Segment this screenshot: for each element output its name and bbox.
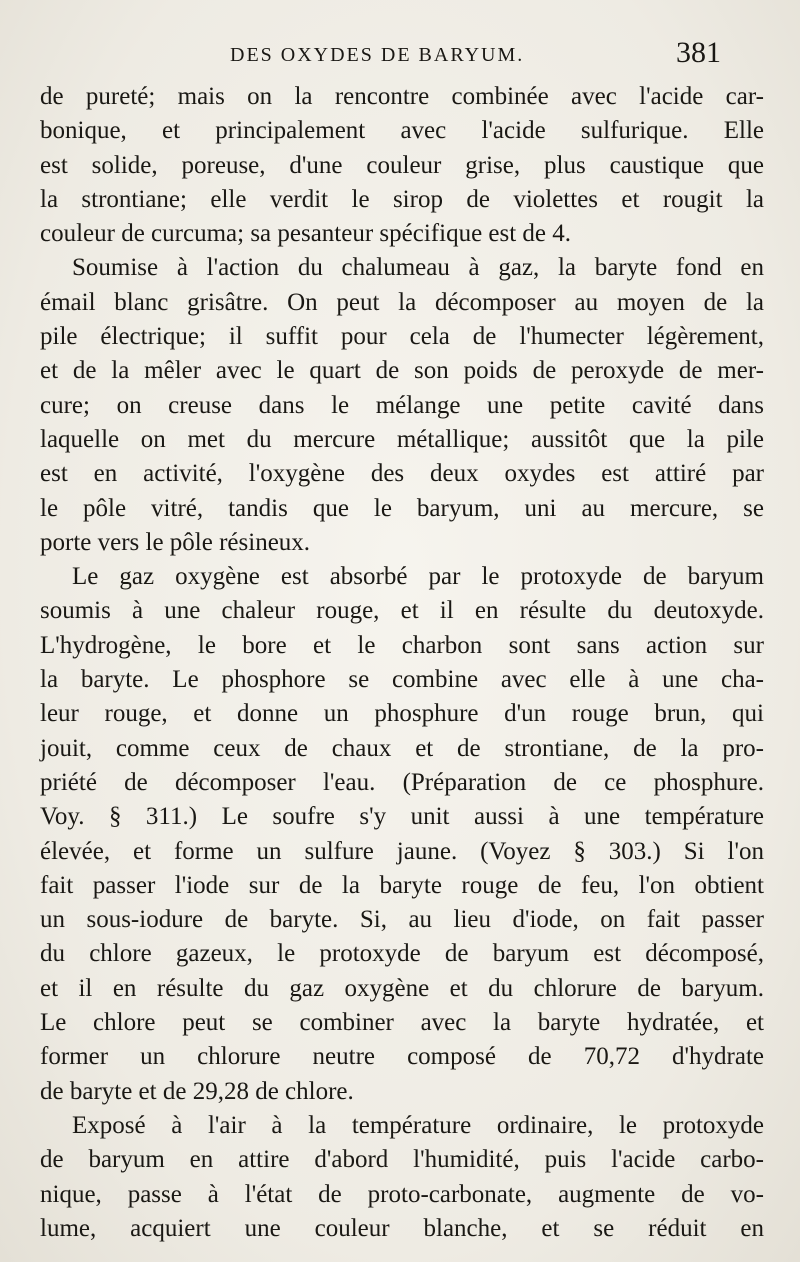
paragraph [40, 560, 764, 1109]
text-line: émail blanc grisâtre. On peut la décomposer au moyen de la [40, 288, 764, 316]
page-number: 381 [676, 36, 721, 69]
text-line: le pôle vitré, tandis que le baryum, uni au mercure, se [40, 494, 764, 522]
text-line: du chlore gazeux, le protoxyde de baryum est décomposé, [40, 940, 764, 968]
text-line: lume, acquiert une couleur blanche, et se réduit en [40, 1214, 764, 1242]
text-line: de baryum en attire d'abord l'humidité, puis l'acide carbo- [40, 1146, 764, 1174]
text-line: former un chlorure neutre composé de 70,72 d'hydrate [40, 1043, 764, 1071]
text-line: bonique, et principalement avec l'acide sulfurique. Elle [40, 117, 764, 145]
paragraph [40, 251, 764, 560]
text-line: soumis à une chaleur rouge, et il en résulte du deutoxyde. [40, 597, 764, 625]
text-line: porte vers le pôle résineux. [40, 528, 311, 556]
running-head: DES OXYDES DE BARYUM. [230, 44, 525, 66]
text-line: élevée, et forme un sulfure jaune. (Voyez § 303.) Si l'on [40, 837, 764, 865]
text-line: est solide, poreuse, d'une couleur grise, plus caustique que [40, 151, 764, 179]
text-line: Exposé à l'air à la température ordinaire, le protoxyde [72, 1111, 764, 1139]
text-line: un sous-iodure de baryte. Si, au lieu d'iode, on fait passer [40, 906, 764, 934]
text-line: Le gaz oxygène est absorbé par le protoxyde de baryum [72, 563, 764, 591]
text-line: pile électrique; il suffit pour cela de l'humecter légèrement, [40, 323, 764, 351]
text-line: nique, passe à l'état de proto-carbonate, augmente de vo- [40, 1180, 764, 1208]
body-text [40, 80, 764, 1246]
text-line: Soumise à l'action du chalumeau à gaz, la baryte fond en [72, 254, 764, 282]
paragraph [40, 1109, 764, 1246]
paragraph [40, 80, 764, 251]
text-line: priété de décomposer l'eau. (Préparation de ce phosphure. [40, 768, 764, 796]
text-line: la strontiane; elle verdit le sirop de violettes et rougit la [40, 185, 764, 213]
text-line: de baryte et de 29,28 de chlore. [40, 1077, 354, 1105]
text-line: la baryte. Le phosphore se combine avec elle à une cha- [40, 666, 764, 694]
text-line: leur rouge, et donne un phosphure d'un rouge brun, qui [40, 700, 764, 728]
text-line: jouit, comme ceux de chaux et de strontiane, de la pro- [40, 734, 764, 762]
page-header [0, 36, 800, 76]
text-line: et de la mêler avec le quart de son poids de peroxyde de mer- [40, 357, 764, 385]
text-line: Voy. § 311.) Le soufre s'y unit aussi à une température [40, 803, 764, 831]
text-line: fait passer l'iode sur de la baryte rouge de feu, l'on obtient [40, 871, 764, 899]
text-line: et il en résulte du gaz oxygène et du chlorure de baryum. [40, 974, 764, 1002]
text-line: cure; on creuse dans le mélange une petite cavité dans [40, 391, 764, 419]
text-line: couleur de curcuma; sa pesanteur spécifique est de 4. [40, 220, 572, 248]
text-line: L'hydrogène, le bore et le charbon sont sans action sur [40, 631, 764, 659]
text-line: de pureté; mais on la rencontre combinée avec l'acide car- [40, 83, 764, 110]
text-line: est en activité, l'oxygène des deux oxydes est attiré par [40, 460, 764, 488]
text-line: laquelle on met du mercure métallique; aussitôt que la pile [40, 425, 764, 453]
text-line: Le chlore peut se combiner avec la baryte hydratée, et [40, 1009, 764, 1037]
